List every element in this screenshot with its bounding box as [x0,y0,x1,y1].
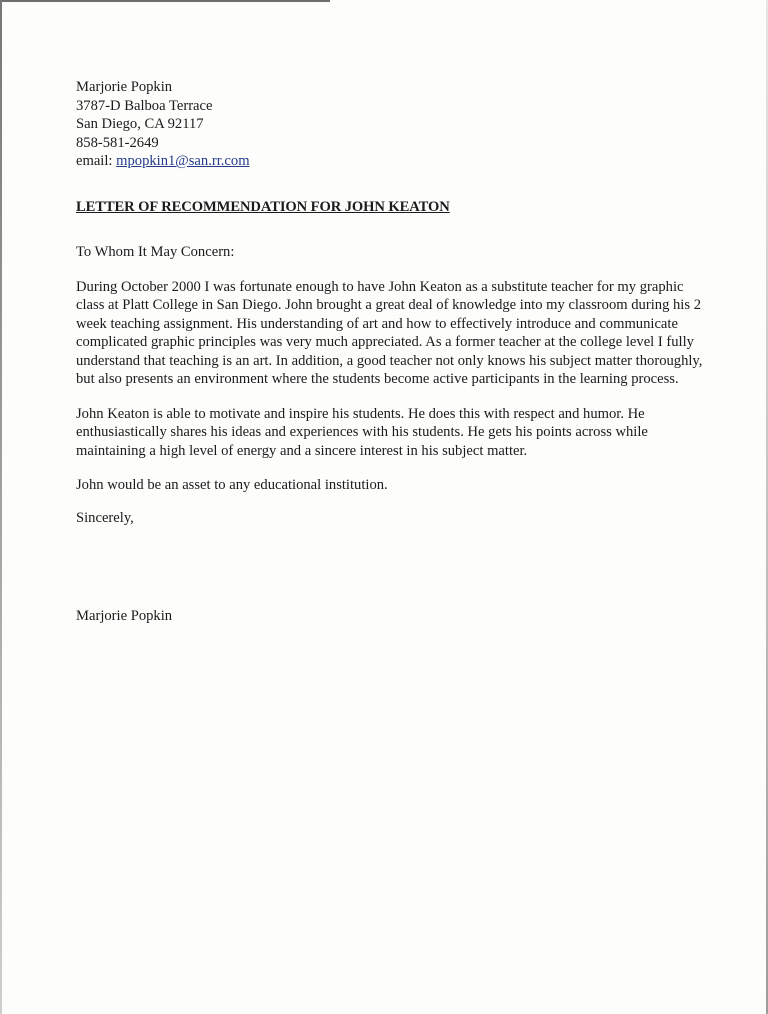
letter-body [76,78,706,626]
sender-email-line [76,152,706,171]
body-paragraph-1: During October 2000 I was fortunate enough to have John Keaton as a substitute teacher for my graphic class at Platt College in San Diego. John brought a great deal of knowledge into my classroom during his 2 week teaching assignment. His understanding of art and how to effectively introduce and communicate complicated graphic principles was very much appreciated. As a former teacher at the college level I fully understand that teaching is an art. In addition, a good teacher not only knows his subject matter thoroughly, but also presents an environment where the students become active participants in the learning process. [76,278,703,387]
sender-address-block [76,78,706,171]
sender-city-state-zip: San Diego, CA 92117 [76,116,204,132]
letter-subject: LETTER OF RECOMMENDATION FOR JOHN KEATON [76,198,450,215]
sender-name: Marjorie Popkin [76,79,173,95]
scan-edge-left [0,0,2,1014]
closing: Sincerely, [76,509,134,526]
email-link[interactable]: mpopkin1@san.rr.com [116,153,250,169]
sender-street: 3787-D Balboa Terrace [76,97,213,114]
sender-phone: 858-581-2649 [76,134,159,151]
email-label: email: [76,153,117,169]
body-paragraph-2: John Keaton is able to motivate and inspire his students. He does this with respect and humor. He enthusiastically shares his ideas and experiences with his students. He gets his points across while maintaining a high level of energy and a sincere interest in his subject matter. [76,405,648,459]
signature-name: Marjorie Popkin [76,608,173,624]
scan-edge-top [0,0,330,2]
body-paragraph-3: John would be an asset to any educational institution. [76,477,388,493]
salutation: To Whom It May Concern: [76,244,235,260]
